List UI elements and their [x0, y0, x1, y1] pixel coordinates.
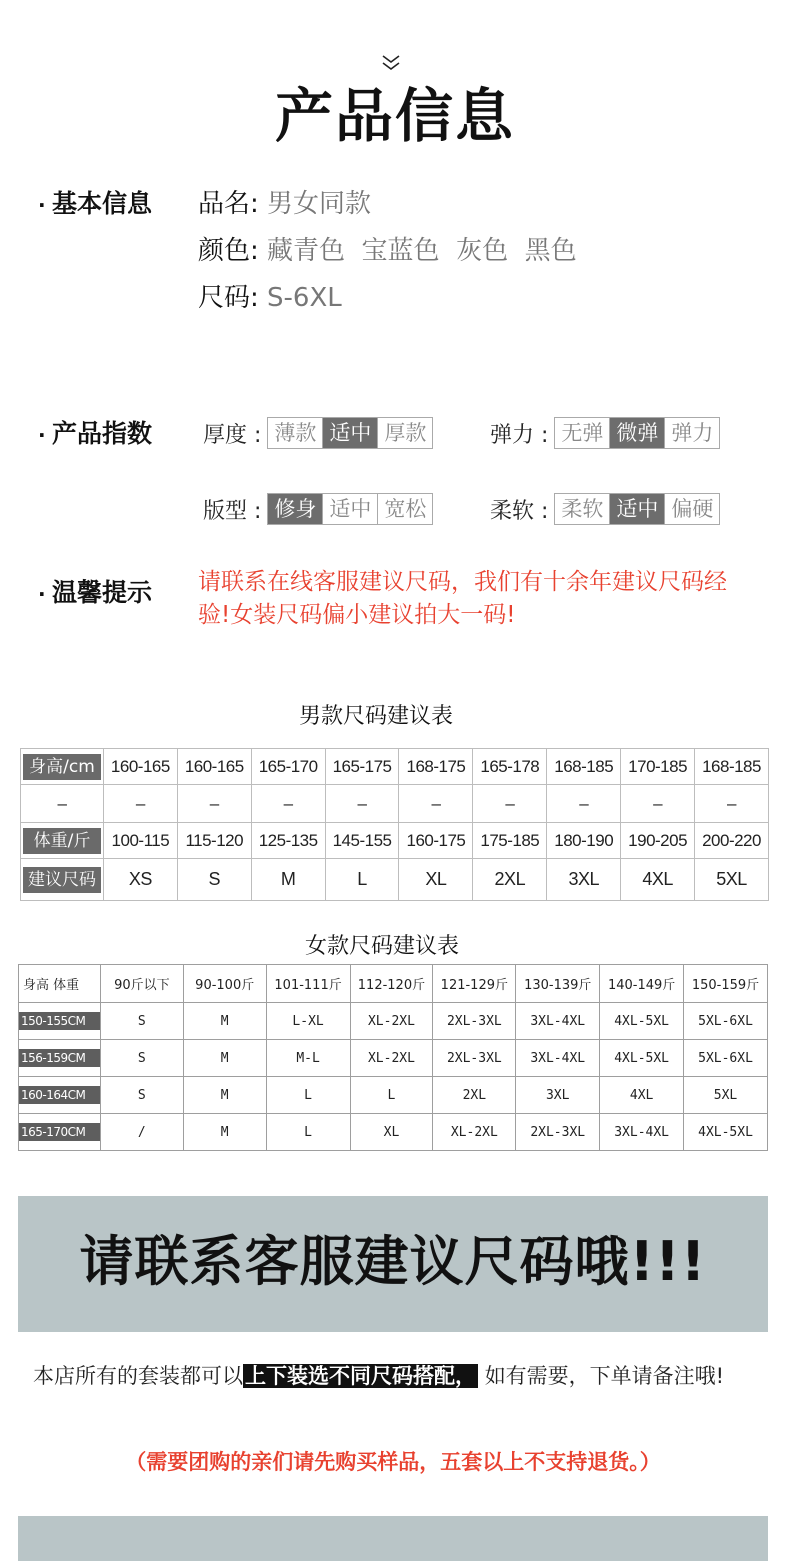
table-cell: 4XL-5XL: [600, 1040, 684, 1077]
table-cell: 5XL: [695, 859, 769, 901]
row-header: 160-164CM: [19, 1077, 101, 1114]
column-header: 150-159斤: [684, 965, 768, 1003]
table-cell: 165-178: [473, 749, 547, 785]
table-cell: 2XL-3XL: [433, 1003, 516, 1040]
table-cell: 3XL-4XL: [516, 1003, 600, 1040]
softness-option: 柔软: [555, 494, 609, 524]
thickness-index: [203, 417, 433, 449]
table-row: [19, 1003, 768, 1040]
table-cell: S: [100, 1040, 183, 1077]
table-cell: 2XL-3XL: [516, 1114, 600, 1151]
table-cell: –: [177, 785, 251, 823]
corner-header: 身高 体重: [19, 965, 101, 1003]
table-cell: L: [350, 1077, 433, 1114]
table-row: [21, 785, 769, 823]
elastic-option: 无弹: [555, 418, 609, 448]
elastic-label: 弹力 :: [490, 422, 549, 448]
table-cell: /: [100, 1114, 183, 1151]
table-cell: 168-185: [695, 749, 769, 785]
column-header: 140-149斤: [600, 965, 684, 1003]
table-cell: XS: [103, 859, 177, 901]
thickness-option: 厚款: [377, 418, 432, 448]
table-cell: M: [183, 1077, 266, 1114]
table-cell: 168-175: [399, 749, 473, 785]
fit-option: 宽松: [377, 494, 432, 524]
thickness-option: 薄款: [268, 418, 322, 448]
softness-option-selected: 适中: [609, 494, 664, 524]
table-cell: 200-220: [695, 823, 769, 859]
table-cell: 160-165: [177, 749, 251, 785]
table-cell: 5XL-6XL: [684, 1003, 768, 1040]
product-index-heading: · 产品指数: [38, 419, 153, 448]
row-header: 身高/cm: [21, 749, 104, 785]
table-row: [21, 823, 769, 859]
table-cell: M-L: [266, 1040, 350, 1077]
table-cell: –: [325, 785, 399, 823]
softness-label: 柔软 :: [490, 498, 549, 524]
table-cell: S: [177, 859, 251, 901]
table-cell: S: [100, 1003, 183, 1040]
table-cell: 5XL-6XL: [684, 1040, 768, 1077]
double-chevron-down-icon: [380, 52, 402, 74]
softness-option: 偏硬: [664, 494, 719, 524]
banner-note: 本店所有的套装都可以上下装选不同尺码搭配， 如有需要，下单请备注哦!: [33, 1364, 725, 1388]
fit-label: 版型 :: [203, 498, 262, 524]
table-cell: 4XL-5XL: [684, 1114, 768, 1151]
thickness-option-selected: 适中: [322, 418, 377, 448]
row-header: 建议尺码: [21, 859, 104, 901]
men-table-title: 男款尺码建议表: [298, 704, 453, 729]
table-cell: 2XL: [433, 1077, 516, 1114]
table-cell: M: [183, 1114, 266, 1151]
table-cell: M: [251, 859, 325, 901]
table-cell: 4XL-5XL: [600, 1003, 684, 1040]
table-row: [19, 1040, 768, 1077]
page-title: 产品信息: [274, 82, 515, 150]
men-size-table: [20, 748, 769, 901]
row-header: 150-155CM: [19, 1003, 101, 1040]
table-cell: XL-2XL: [350, 1040, 433, 1077]
table-cell: M: [183, 1040, 266, 1077]
note-highlight: 上下装选不同尺码搭配，: [245, 1364, 476, 1388]
table-cell: 4XL: [600, 1077, 684, 1114]
column-header: 112-120斤: [350, 965, 433, 1003]
table-cell: 3XL-4XL: [516, 1040, 600, 1077]
table-cell: 180-190: [547, 823, 621, 859]
table-row: [19, 1114, 768, 1151]
table-cell: 165-170: [251, 749, 325, 785]
table-cell: –: [473, 785, 547, 823]
elastic-index: [490, 417, 720, 449]
table-cell: 170-185: [621, 749, 695, 785]
table-cell: 175-185: [473, 823, 547, 859]
thickness-label: 厚度 :: [203, 422, 262, 448]
table-cell: 115-120: [177, 823, 251, 859]
table-cell: 100-115: [103, 823, 177, 859]
column-header: 90斤以下: [100, 965, 183, 1003]
table-cell: 168-185: [547, 749, 621, 785]
banner-warning: （需要团购的亲们请先购买样品，五套以上不支持退货。）: [125, 1450, 661, 1474]
table-cell: –: [103, 785, 177, 823]
info-row-color: 颜色: 藏青色 宝蓝色 灰色 黑色: [198, 236, 577, 266]
table-cell: 190-205: [621, 823, 695, 859]
table-cell: 3XL: [547, 859, 621, 901]
table-cell: –: [399, 785, 473, 823]
row-header: 体重/斤: [21, 823, 104, 859]
table-row: [21, 749, 769, 785]
table-cell: –: [547, 785, 621, 823]
elastic-option-selected: 微弹: [609, 418, 664, 448]
table-cell: 160-165: [103, 749, 177, 785]
table-cell: L: [325, 859, 399, 901]
table-cell: 4XL: [621, 859, 695, 901]
table-cell: 145-155: [325, 823, 399, 859]
table-cell: XL: [399, 859, 473, 901]
row-header: 156-159CM: [19, 1040, 101, 1077]
table-cell: 3XL: [516, 1077, 600, 1114]
table-cell: 2XL-3XL: [433, 1040, 516, 1077]
tip-heading: · 温馨提示: [38, 578, 153, 607]
softness-index: [490, 493, 720, 525]
table-cell: L: [266, 1114, 350, 1151]
column-header: 121-129斤: [433, 965, 516, 1003]
basic-info-heading: · 基本信息: [38, 189, 153, 218]
row-header: –: [21, 785, 104, 823]
elastic-option: 弹力: [664, 418, 719, 448]
table-row: [21, 859, 769, 901]
table-header-row: [19, 965, 768, 1003]
tip-text: 请联系在线客服建议尺码，我们有十余年建议尺码经验!女装尺码偏小建议拍大一码!: [198, 569, 727, 628]
table-cell: XL-2XL: [433, 1114, 516, 1151]
table-cell: 125-135: [251, 823, 325, 859]
table-cell: M: [183, 1003, 266, 1040]
table-cell: XL: [350, 1114, 433, 1151]
info-row-name: 品名: 男女同款: [198, 189, 372, 219]
row-header: 165-170CM: [19, 1114, 101, 1151]
column-header: 130-139斤: [516, 965, 600, 1003]
column-header: 101-111斤: [266, 965, 350, 1003]
table-cell: –: [695, 785, 769, 823]
table-cell: XL-2XL: [350, 1003, 433, 1040]
table-cell: L-XL: [266, 1003, 350, 1040]
banner-footer-bg: [18, 1516, 768, 1561]
table-cell: –: [251, 785, 325, 823]
table-cell: L: [266, 1077, 350, 1114]
table-cell: 3XL-4XL: [600, 1114, 684, 1151]
table-cell: 160-175: [399, 823, 473, 859]
table-cell: –: [621, 785, 695, 823]
table-row: [19, 1077, 768, 1114]
table-cell: 165-175: [325, 749, 399, 785]
table-cell: 5XL: [684, 1077, 768, 1114]
banner-title: 请联系客服建议尺码哦!!!: [79, 1230, 707, 1293]
table-cell: 2XL: [473, 859, 547, 901]
women-size-table: [18, 964, 768, 1151]
women-table-title: 女款尺码建议表: [304, 934, 459, 959]
fit-index: [203, 493, 433, 525]
info-row-size: 尺码: S-6XL: [198, 283, 342, 313]
fit-option-selected: 修身: [268, 494, 322, 524]
table-cell: S: [100, 1077, 183, 1114]
fit-option: 适中: [322, 494, 377, 524]
column-header: 90-100斤: [183, 965, 266, 1003]
